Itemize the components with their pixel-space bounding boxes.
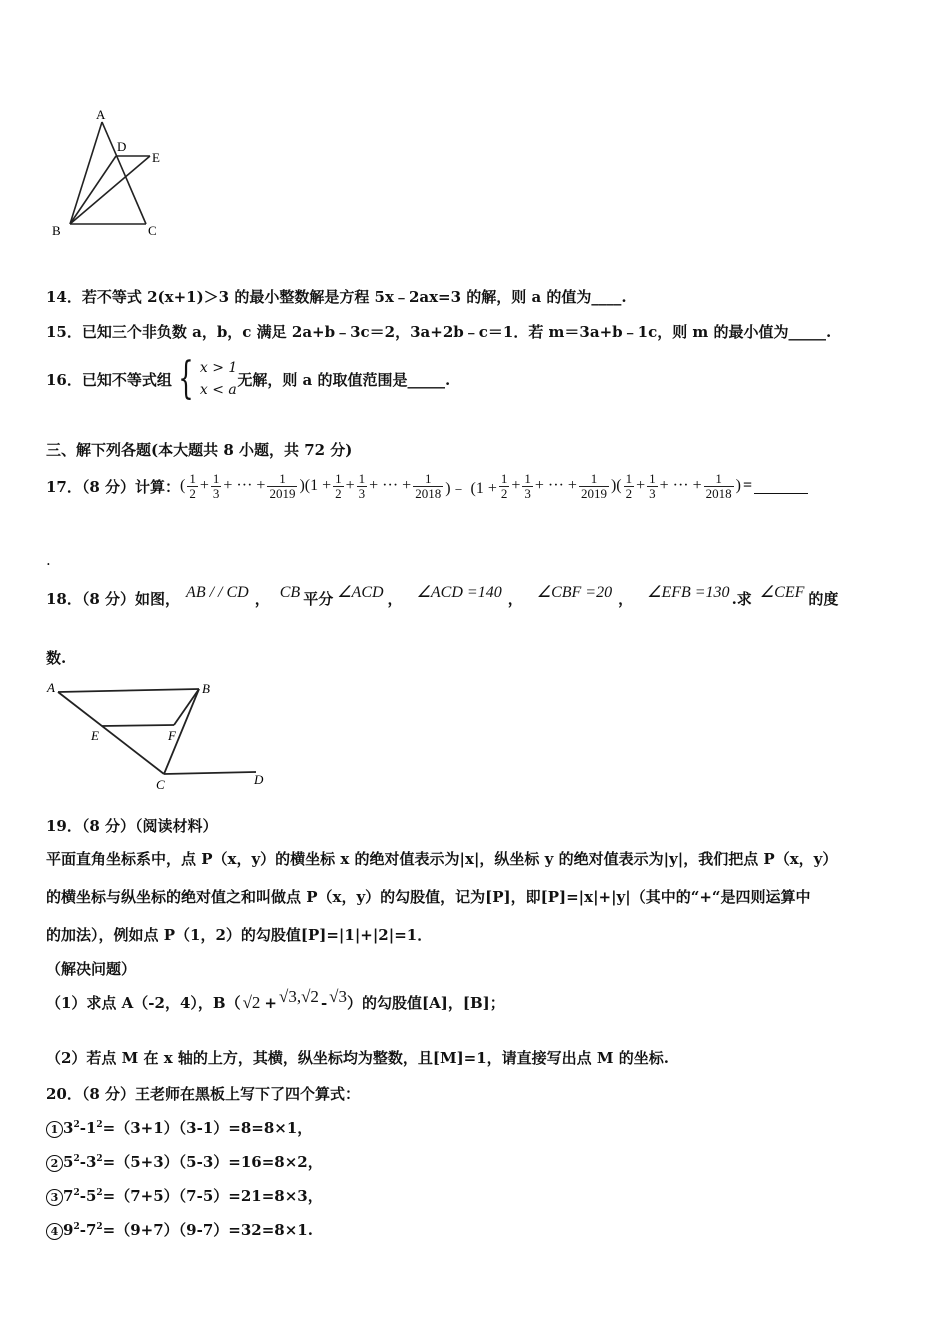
fig1-segment-ac (102, 122, 146, 224)
base-a: 5 (63, 1153, 74, 1171)
q16-line1: x > 1 (199, 360, 238, 376)
frac-1-2: $\frac{1}{2}$ (189, 470, 196, 501)
frac-1-3: $\frac{1}{3}$ (212, 470, 220, 501)
q19-subheading: （解决问题） (46, 960, 137, 978)
minus: - (79, 1221, 86, 1239)
q17-label: 17．（8 分）计算： (46, 477, 181, 496)
fig1-label-e: E (152, 150, 160, 165)
q20-equation (46, 1185, 323, 1206)
q20-equation (46, 1151, 323, 1172)
parallel-lines-figure-2 (44, 676, 274, 792)
fig2-label-a: A (47, 680, 55, 695)
q16-line2: x < a (199, 382, 237, 398)
base-b: 1 (85, 1119, 97, 1137)
minus: - (79, 1119, 86, 1137)
equation-number: 1 (46, 1121, 63, 1138)
fig2-label-b: B (202, 681, 210, 696)
q19-paragraph-2: 的横坐标与纵坐标的绝对值之和叫做点 P（x，y）的勾股值，记为[P]，即[P]=|x|+|y|（其中的“+“是四则运算中 (46, 888, 811, 906)
q16-system (200, 357, 237, 401)
exponent: 2 (73, 1222, 80, 1232)
fig2-label-f: F (168, 728, 176, 743)
q20-equation (46, 1219, 313, 1240)
q19-part-1: （1）求点 A（-2，4），B（ √2 + √3 , √2 - √3 ）的勾股值[A]，[B]； (46, 986, 505, 1012)
q20-title: 20．（8 分）王老师在黑板上写下了四个算式： (46, 1085, 361, 1103)
fig2-segment-ab (58, 689, 199, 692)
base-b: 5 (85, 1187, 97, 1205)
fig2-segment-ef (102, 725, 174, 726)
fig1-label-b: B (52, 223, 61, 238)
minus: - (79, 1187, 86, 1205)
base-a: 9 (63, 1221, 74, 1239)
q20-equation (46, 1117, 312, 1138)
section-3-title: 三、解下列各题(本大题共 8 小题，共 72 分) (46, 441, 353, 459)
frac-1-2: $\frac{1}{2}$ (625, 470, 633, 501)
fig2-label-c: C (156, 777, 165, 792)
triangle-figure-1 (44, 104, 184, 244)
exponent: 2 (96, 1154, 103, 1164)
q19-paragraph-1: 平面直角坐标系中，点 P（x，y）的横坐标 x 的绝对值表示为|x|，纵坐标 y 的绝对值表示为|y|，我们把点 P（x，y） (46, 850, 838, 868)
frac-1-2: $\frac{1}{2}$ (500, 470, 508, 501)
frac-1-3: $\frac{1}{3}$ (524, 470, 531, 501)
exponent: 2 (96, 1188, 103, 1198)
fig2-label-e: E (91, 728, 99, 743)
base-a: 7 (63, 1187, 74, 1205)
equation-rest: =（9+7）（9-7）=32=8×1. (102, 1221, 313, 1239)
fig1-label-a: A (96, 107, 106, 122)
frac-1-2: $\frac{1}{2}$ (335, 470, 342, 501)
q18-tail: 数. (46, 649, 67, 667)
exponent: 2 (96, 1222, 103, 1232)
equation-number: 3 (46, 1189, 63, 1206)
frac-1-2019: $\frac{1}{2019}$ (580, 470, 607, 501)
base-b: 3 (85, 1153, 97, 1171)
q19-paragraph-3: 的加法），例如点 P（1，2）的勾股值[P]=|1|+|2|=1． (46, 926, 433, 944)
q17-answer-blank (754, 479, 808, 494)
exponent: 2 (73, 1188, 80, 1198)
q16-brace: { (178, 353, 194, 404)
frac-1-2018: $\frac{1}{2018}$ (415, 470, 442, 501)
fig2-segment-cd (164, 772, 256, 774)
q19-title: 19．（8 分）（阅读材料） (46, 817, 218, 835)
fig1-label-d: D (117, 139, 127, 154)
fig2-label-d: D (254, 772, 264, 787)
q16-suffix: 无解，则 a 的取值范围是_____. (237, 370, 451, 389)
frac-1-2018: $\frac{1}{2018}$ (705, 470, 732, 501)
question-17 (46, 466, 808, 506)
fig2-segment-ac (58, 692, 164, 774)
frac-1-3: $\frac{1}{3}$ (358, 470, 366, 501)
question-15: 15．已知三个非负数 a，b，c 满足 2a+b﹣3c＝2，3a+2b﹣c＝1．若 m＝3a+b﹣1c，则 m 的最小值为_____. (46, 323, 832, 341)
equation-number: 4 (46, 1223, 63, 1240)
minus: - (79, 1153, 86, 1171)
base-b: 7 (85, 1221, 97, 1239)
fig1-label-c: C (148, 223, 157, 238)
question-18: 18．（8 分）如图， AB / / CD ， CB 平分 ∠ACD ， ∠ACD =140 ， ∠CBF =20 ， ∠EFB =130 .求 ∠CEF 的度 (46, 584, 839, 608)
frac-1-3: $\frac{1}{3}$ (649, 470, 656, 501)
equation-rest: =（5+3）（5-3）=16=8×2， (102, 1153, 323, 1171)
question-16 (46, 354, 450, 404)
exponent: 2 (96, 1120, 103, 1130)
q19-part-2: （2）若点 M 在 x 轴的上方，其横，纵坐标均为整数，且[M]=1，请直接写出点 M 的坐标. (46, 1049, 669, 1067)
q17-end-dot: . (46, 551, 51, 569)
fig1-segment-ab (70, 122, 102, 224)
exponent: 2 (73, 1154, 80, 1164)
equation-rest: =（3+1）（3-1）=8=8×1， (102, 1119, 313, 1137)
equation-rest: =（7+5）（7-5）=21=8×3， (102, 1187, 323, 1205)
frac-1-2019: $\frac{1}{2019}$ (269, 470, 296, 501)
q16-prefix: 16．已知不等式组 (46, 370, 172, 389)
q17-expression: ( $\frac{1}{2}$ + $\frac{1}{3}$ + ··· + $\frac{1}{2019}$ )(1 + $\frac{1}{2}$ + $\frac{1}{3}$ + ··· + $\frac{1}{2018}$ )﹣ (1 + $\frac{1}{2}$ + $\frac{1}{3}$ + ··· + $\frac{1}{2019}$ )( $\frac{1}{2}$ + $\frac{1}{3}$ + ··· + $\frac{1}{2018}$ ) = (180, 472, 808, 501)
exponent: 2 (73, 1120, 80, 1130)
base-a: 3 (63, 1119, 74, 1137)
question-14: 14．若不等式 2(x+1)＞3 的最小整数解是方程 5x﹣2ax=3 的解，则 a 的值为____. (46, 288, 627, 306)
equation-number: 2 (46, 1155, 63, 1172)
